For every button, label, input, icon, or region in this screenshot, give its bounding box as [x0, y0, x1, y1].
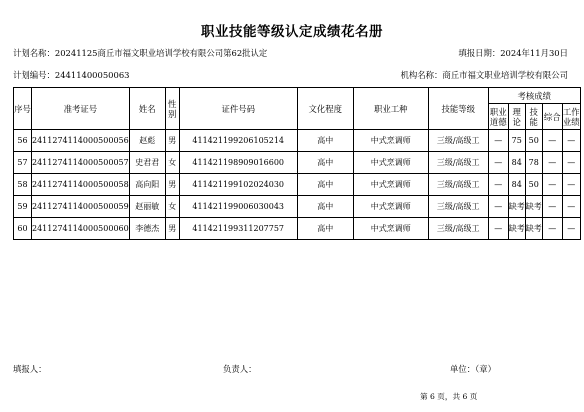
cell-level: 三级/高级工 — [428, 152, 488, 174]
footer-unit: 单位：（章） — [450, 364, 497, 374]
cell-theory: 75 — [508, 130, 525, 152]
header-theory: 理论 — [508, 104, 525, 130]
cell-overall: — — [542, 130, 562, 152]
header-occupation: 职业工种 — [353, 88, 428, 130]
cell-exam-no: 2411274114000500056 — [32, 130, 130, 152]
cell-overall: — — [542, 152, 562, 174]
cell-education: 高中 — [297, 174, 353, 196]
header-work: 工作业绩 — [562, 104, 580, 130]
header-exam-no: 准考证号 — [32, 88, 130, 130]
cell-level: 三级/高级工 — [428, 174, 488, 196]
page-number: 第 6 页，共 6 页 — [420, 392, 478, 401]
cell-education: 高中 — [297, 130, 353, 152]
page-title: 职业技能等级认定成绩花名册 — [201, 24, 383, 40]
cell-work: — — [562, 130, 580, 152]
cell-ethics: — — [488, 174, 508, 196]
cell-education: 高中 — [297, 196, 353, 218]
cell-gender: 男 — [165, 174, 179, 196]
cell-name: 赵彪 — [129, 130, 165, 152]
cell-gender: 男 — [165, 218, 179, 240]
header-level: 技能等级 — [428, 88, 488, 130]
cell-id-no: 411421199311207757 — [179, 218, 297, 240]
cell-ethics: — — [488, 152, 508, 174]
cell-theory: 84 — [508, 152, 525, 174]
cell-seq: 59 — [14, 196, 32, 218]
header-gender: 性别 — [165, 88, 179, 130]
header-scores: 考核成绩 — [488, 88, 580, 104]
table-row — [14, 218, 581, 240]
cell-theory: 84 — [508, 174, 525, 196]
cell-gender: 男 — [165, 130, 179, 152]
cell-skill: 缺考 — [525, 196, 542, 218]
cell-theory: 缺考 — [508, 196, 525, 218]
cell-gender: 女 — [165, 152, 179, 174]
score-roster-table — [13, 87, 581, 240]
fill-date: 填报日期：2024年11月30日 — [458, 48, 568, 58]
cell-occupation: 中式烹调师 — [353, 196, 428, 218]
cell-skill: 缺考 — [525, 218, 542, 240]
cell-id-no: 411421199006030043 — [179, 196, 297, 218]
cell-overall: — — [542, 174, 562, 196]
cell-work: — — [562, 152, 580, 174]
plan-number: 计划编号：24411400050063 — [13, 70, 130, 80]
cell-ethics: — — [488, 218, 508, 240]
cell-exam-no: 2411274114000500057 — [32, 152, 130, 174]
cell-work: — — [562, 218, 580, 240]
cell-seq: 58 — [14, 174, 32, 196]
cell-education: 高中 — [297, 218, 353, 240]
cell-name: 史君君 — [129, 152, 165, 174]
cell-level: 三级/高级工 — [428, 218, 488, 240]
table-row — [14, 196, 581, 218]
cell-name: 赵丽敏 — [129, 196, 165, 218]
cell-ethics: — — [488, 130, 508, 152]
cell-overall: — — [542, 218, 562, 240]
header-overall: 综合 — [542, 104, 562, 130]
cell-level: 三级/高级工 — [428, 130, 488, 152]
header-id-no: 证件号码 — [179, 88, 297, 130]
cell-occupation: 中式烹调师 — [353, 130, 428, 152]
table-row — [14, 130, 581, 152]
cell-name: 李德杰 — [129, 218, 165, 240]
cell-work: — — [562, 174, 580, 196]
footer-responsible: 负责人： — [223, 364, 257, 374]
cell-level: 三级/高级工 — [428, 196, 488, 218]
cell-occupation: 中式烹调师 — [353, 174, 428, 196]
table-row — [14, 174, 581, 196]
cell-seq: 57 — [14, 152, 32, 174]
cell-seq: 56 — [14, 130, 32, 152]
header-education: 文化程度 — [297, 88, 353, 130]
header-skill: 技能 — [525, 104, 542, 130]
cell-occupation: 中式烹调师 — [353, 218, 428, 240]
cell-ethics: — — [488, 196, 508, 218]
cell-education: 高中 — [297, 152, 353, 174]
cell-occupation: 中式烹调师 — [353, 152, 428, 174]
cell-skill: 50 — [525, 130, 542, 152]
cell-skill: 78 — [525, 152, 542, 174]
plan-name: 计划名称：20241125商丘市福文职业培训学校有限公司第62批认定 — [13, 48, 268, 58]
footer-filler: 填报人： — [13, 364, 47, 374]
cell-name: 高向阳 — [129, 174, 165, 196]
cell-id-no: 411421199102024030 — [179, 174, 297, 196]
cell-theory: 缺考 — [508, 218, 525, 240]
cell-seq: 60 — [14, 218, 32, 240]
cell-exam-no: 2411274114000500060 — [32, 218, 130, 240]
cell-id-no: 411421199206105214 — [179, 130, 297, 152]
cell-skill: 50 — [525, 174, 542, 196]
header-seq: 序号 — [14, 88, 32, 130]
org-name: 机构名称：商丘市福文职业培训学校有限公司 — [400, 70, 568, 80]
cell-exam-no: 2411274114000500058 — [32, 174, 130, 196]
header-name: 姓名 — [129, 88, 165, 130]
cell-id-no: 411421198909016600 — [179, 152, 297, 174]
table-row — [14, 152, 581, 174]
cell-exam-no: 2411274114000500059 — [32, 196, 130, 218]
header-ethics: 职业道德 — [488, 104, 508, 130]
cell-work: — — [562, 196, 580, 218]
cell-gender: 女 — [165, 196, 179, 218]
cell-overall: — — [542, 196, 562, 218]
